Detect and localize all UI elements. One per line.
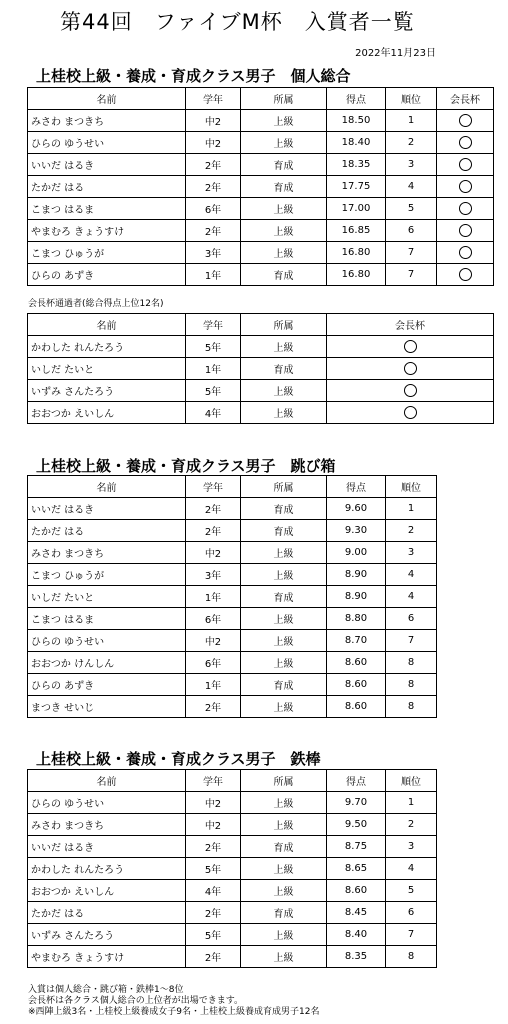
header-grade: 学年 [186, 88, 241, 110]
grade-cell: 6年 [186, 652, 241, 674]
table-row [28, 652, 437, 674]
grade-cell: 5年 [186, 336, 241, 358]
grade-cell: 2年 [186, 836, 241, 858]
table-row [28, 608, 437, 630]
name-cell: ひらの ゆうせい [28, 630, 186, 652]
cup-cell [327, 402, 494, 424]
table-row [28, 902, 437, 924]
score-cell: 9.00 [327, 542, 386, 564]
table-row [28, 946, 437, 968]
circle-mark-icon [404, 362, 417, 375]
table-row [28, 814, 437, 836]
table-row [28, 402, 494, 424]
score-cell: 18.40 [327, 132, 386, 154]
table-row [28, 630, 437, 652]
rank-cell: 4 [386, 176, 437, 198]
header-cup: 会長杯 [437, 88, 494, 110]
table-row [28, 336, 494, 358]
overall-results-table [27, 87, 494, 286]
table-row [28, 242, 494, 264]
class-cell: 上級 [241, 858, 327, 880]
cup-cell [437, 176, 494, 198]
header-rank: 順位 [386, 476, 437, 498]
header-name: 名前 [28, 314, 186, 336]
rank-cell: 1 [386, 792, 437, 814]
grade-cell: 5年 [186, 924, 241, 946]
name-cell: ひらの あずき [28, 264, 186, 286]
circle-mark-icon [459, 180, 472, 193]
class-cell: 育成 [241, 154, 327, 176]
score-cell: 8.80 [327, 608, 386, 630]
grade-cell: 4年 [186, 880, 241, 902]
rank-cell: 6 [386, 220, 437, 242]
rank-cell: 7 [386, 264, 437, 286]
name-cell: みさわ まつきち [28, 110, 186, 132]
table-row [28, 924, 437, 946]
cup-qualifier-note: 会長杯通過者(総合得点上位12名) [28, 299, 164, 309]
grade-cell: 5年 [186, 380, 241, 402]
score-cell: 8.75 [327, 836, 386, 858]
name-cell: いずみ さんたろう [28, 380, 186, 402]
section-title-overall: 上桂校上級・養成・育成クラス男子 個人総合 [36, 67, 351, 85]
cup-qualifier-table [27, 313, 494, 424]
grade-cell: 中2 [186, 814, 241, 836]
table-row [28, 132, 494, 154]
circle-mark-icon [404, 406, 417, 419]
footer-note: 会長杯は各クラス個人総合の上位者が出場できます。 [28, 996, 244, 1006]
vault-results-table [27, 475, 437, 718]
class-cell: 育成 [241, 586, 327, 608]
score-cell: 16.80 [327, 264, 386, 286]
circle-mark-icon [459, 202, 472, 215]
name-cell: ひらの ゆうせい [28, 132, 186, 154]
class-cell: 上級 [241, 220, 327, 242]
name-cell: いいだ はるき [28, 154, 186, 176]
name-cell: いずみ さんたろう [28, 924, 186, 946]
table-row [28, 264, 494, 286]
table-header-row [28, 314, 494, 336]
class-cell: 上級 [241, 924, 327, 946]
header-name: 名前 [28, 88, 186, 110]
class-cell: 上級 [241, 110, 327, 132]
header-grade: 学年 [186, 476, 241, 498]
grade-cell: 3年 [186, 242, 241, 264]
name-cell: やまむろ きょうすけ [28, 946, 186, 968]
header-grade: 学年 [186, 770, 241, 792]
class-cell: 育成 [241, 902, 327, 924]
cup-cell [327, 380, 494, 402]
grade-cell: 2年 [186, 154, 241, 176]
rank-cell: 4 [386, 586, 437, 608]
score-cell: 8.90 [327, 586, 386, 608]
class-cell: 上級 [241, 132, 327, 154]
table-row [28, 380, 494, 402]
score-cell: 8.60 [327, 696, 386, 718]
footer-note: ※西陣上級3名・上桂校上級養成女子9名・上桂校上級養成育成男子12名 [28, 1007, 320, 1017]
header-rank: 順位 [386, 88, 437, 110]
circle-mark-icon [459, 136, 472, 149]
class-cell: 育成 [241, 674, 327, 696]
cup-cell [437, 154, 494, 176]
section-title-bar: 上桂校上級・養成・育成クラス男子 鉄棒 [36, 750, 321, 768]
class-cell: 上級 [241, 608, 327, 630]
name-cell: こまつ はるま [28, 608, 186, 630]
cup-cell [437, 242, 494, 264]
rank-cell: 4 [386, 858, 437, 880]
grade-cell: 4年 [186, 402, 241, 424]
cup-cell [437, 198, 494, 220]
score-cell: 8.45 [327, 902, 386, 924]
header-affiliation: 所属 [241, 88, 327, 110]
name-cell: かわした れんたろう [28, 336, 186, 358]
name-cell: こまつ はるま [28, 198, 186, 220]
rank-cell: 3 [386, 542, 437, 564]
table-row [28, 176, 494, 198]
name-cell: いいだ はるき [28, 498, 186, 520]
grade-cell: 2年 [186, 520, 241, 542]
header-score: 得点 [327, 88, 386, 110]
table-row [28, 110, 494, 132]
table-row [28, 498, 437, 520]
grade-cell: 中2 [186, 630, 241, 652]
cup-cell [327, 358, 494, 380]
class-cell: 上級 [241, 792, 327, 814]
class-cell: 育成 [241, 836, 327, 858]
class-cell: 上級 [241, 652, 327, 674]
class-cell: 上級 [241, 630, 327, 652]
name-cell: ひらの ゆうせい [28, 792, 186, 814]
footer-notes [28, 985, 319, 1018]
score-cell: 16.85 [327, 220, 386, 242]
name-cell: いしだ たいと [28, 358, 186, 380]
class-cell: 上級 [241, 946, 327, 968]
score-cell: 8.60 [327, 652, 386, 674]
rank-cell: 7 [386, 924, 437, 946]
name-cell: おおつか けんしん [28, 652, 186, 674]
table-row [28, 880, 437, 902]
score-cell: 9.30 [327, 520, 386, 542]
footer-note: 入賞は個人総合・跳び箱・鉄棒1～8位 [28, 985, 184, 995]
score-cell: 8.35 [327, 946, 386, 968]
name-cell: みさわ まつきち [28, 542, 186, 564]
score-cell: 9.50 [327, 814, 386, 836]
name-cell: みさわ まつきち [28, 814, 186, 836]
grade-cell: 中2 [186, 792, 241, 814]
rank-cell: 6 [386, 608, 437, 630]
table-row [28, 358, 494, 380]
header-grade: 学年 [186, 314, 241, 336]
class-cell: 上級 [241, 402, 327, 424]
name-cell: たかだ はる [28, 902, 186, 924]
class-cell: 上級 [241, 198, 327, 220]
circle-mark-icon [459, 224, 472, 237]
class-cell: 育成 [241, 520, 327, 542]
header-score: 得点 [327, 770, 386, 792]
rank-cell: 7 [386, 242, 437, 264]
class-cell: 上級 [241, 696, 327, 718]
header-affiliation: 所属 [241, 770, 327, 792]
class-cell: 上級 [241, 336, 327, 358]
rank-cell: 8 [386, 674, 437, 696]
header-name: 名前 [28, 476, 186, 498]
grade-cell: 2年 [186, 498, 241, 520]
grade-cell: 2年 [186, 220, 241, 242]
rank-cell: 2 [386, 132, 437, 154]
event-date: 2022年11月23日 [355, 48, 436, 59]
rank-cell: 8 [386, 696, 437, 718]
cup-cell [437, 264, 494, 286]
rank-cell: 8 [386, 652, 437, 674]
name-cell: いいだ はるき [28, 836, 186, 858]
grade-cell: 2年 [186, 946, 241, 968]
score-cell: 8.65 [327, 858, 386, 880]
grade-cell: 5年 [186, 858, 241, 880]
name-cell: たかだ はる [28, 176, 186, 198]
table-row [28, 154, 494, 176]
grade-cell: 1年 [186, 264, 241, 286]
grade-cell: 中2 [186, 542, 241, 564]
grade-cell: 1年 [186, 358, 241, 380]
name-cell: ひらの あずき [28, 674, 186, 696]
grade-cell: 中2 [186, 132, 241, 154]
header-cup: 会長杯 [327, 314, 494, 336]
score-cell: 8.90 [327, 564, 386, 586]
score-cell: 9.70 [327, 792, 386, 814]
section-title-vault: 上桂校上級・養成・育成クラス男子 跳び箱 [36, 457, 336, 475]
grade-cell: 2年 [186, 902, 241, 924]
circle-mark-icon [404, 340, 417, 353]
rank-cell: 7 [386, 630, 437, 652]
grade-cell: 2年 [186, 696, 241, 718]
name-cell: こまつ ひゅうが [28, 564, 186, 586]
name-cell: たかだ はる [28, 520, 186, 542]
class-cell: 上級 [241, 564, 327, 586]
name-cell: こまつ ひゅうが [28, 242, 186, 264]
grade-cell: 1年 [186, 674, 241, 696]
score-cell: 8.60 [327, 880, 386, 902]
score-cell: 18.50 [327, 110, 386, 132]
score-cell: 8.60 [327, 674, 386, 696]
cup-cell [437, 110, 494, 132]
name-cell: やまむろ きょうすけ [28, 220, 186, 242]
score-cell: 8.70 [327, 630, 386, 652]
name-cell: かわした れんたろう [28, 858, 186, 880]
table-header-row [28, 88, 494, 110]
circle-mark-icon [459, 158, 472, 171]
table-row [28, 564, 437, 586]
rank-cell: 5 [386, 880, 437, 902]
circle-mark-icon [459, 114, 472, 127]
circle-mark-icon [459, 246, 472, 259]
header-affiliation: 所属 [241, 314, 327, 336]
grade-cell: 3年 [186, 564, 241, 586]
table-row [28, 198, 494, 220]
class-cell: 育成 [241, 264, 327, 286]
table-row [28, 220, 494, 242]
rank-cell: 1 [386, 110, 437, 132]
bar-results-table [27, 769, 437, 968]
score-cell: 9.60 [327, 498, 386, 520]
rank-cell: 3 [386, 836, 437, 858]
table-row [28, 674, 437, 696]
class-cell: 育成 [241, 358, 327, 380]
score-cell: 17.75 [327, 176, 386, 198]
rank-cell: 2 [386, 814, 437, 836]
score-cell: 16.80 [327, 242, 386, 264]
table-row [28, 836, 437, 858]
class-cell: 上級 [241, 880, 327, 902]
table-row [28, 792, 437, 814]
class-cell: 育成 [241, 176, 327, 198]
table-header-row [28, 476, 437, 498]
page-title: 第44回 ファイブM杯 入賞者一覧 [60, 10, 415, 34]
grade-cell: 6年 [186, 608, 241, 630]
class-cell: 上級 [241, 242, 327, 264]
class-cell: 育成 [241, 498, 327, 520]
name-cell: おおつか えいしん [28, 880, 186, 902]
cup-cell [437, 132, 494, 154]
table-row [28, 586, 437, 608]
name-cell: おおつか えいしん [28, 402, 186, 424]
table-row [28, 696, 437, 718]
table-row [28, 542, 437, 564]
grade-cell: 中2 [186, 110, 241, 132]
header-name: 名前 [28, 770, 186, 792]
rank-cell: 8 [386, 946, 437, 968]
rank-cell: 5 [386, 198, 437, 220]
header-rank: 順位 [386, 770, 437, 792]
table-row [28, 520, 437, 542]
class-cell: 上級 [241, 380, 327, 402]
cup-cell [327, 336, 494, 358]
rank-cell: 3 [386, 154, 437, 176]
score-cell: 8.40 [327, 924, 386, 946]
rank-cell: 1 [386, 498, 437, 520]
rank-cell: 6 [386, 902, 437, 924]
rank-cell: 4 [386, 564, 437, 586]
header-score: 得点 [327, 476, 386, 498]
name-cell: まつき せいじ [28, 696, 186, 718]
name-cell: いしだ たいと [28, 586, 186, 608]
score-cell: 17.00 [327, 198, 386, 220]
score-cell: 18.35 [327, 154, 386, 176]
grade-cell: 2年 [186, 176, 241, 198]
circle-mark-icon [404, 384, 417, 397]
grade-cell: 1年 [186, 586, 241, 608]
table-header-row [28, 770, 437, 792]
class-cell: 上級 [241, 542, 327, 564]
table-row [28, 858, 437, 880]
grade-cell: 6年 [186, 198, 241, 220]
header-affiliation: 所属 [241, 476, 327, 498]
class-cell: 上級 [241, 814, 327, 836]
cup-cell [437, 220, 494, 242]
circle-mark-icon [459, 268, 472, 281]
rank-cell: 2 [386, 520, 437, 542]
